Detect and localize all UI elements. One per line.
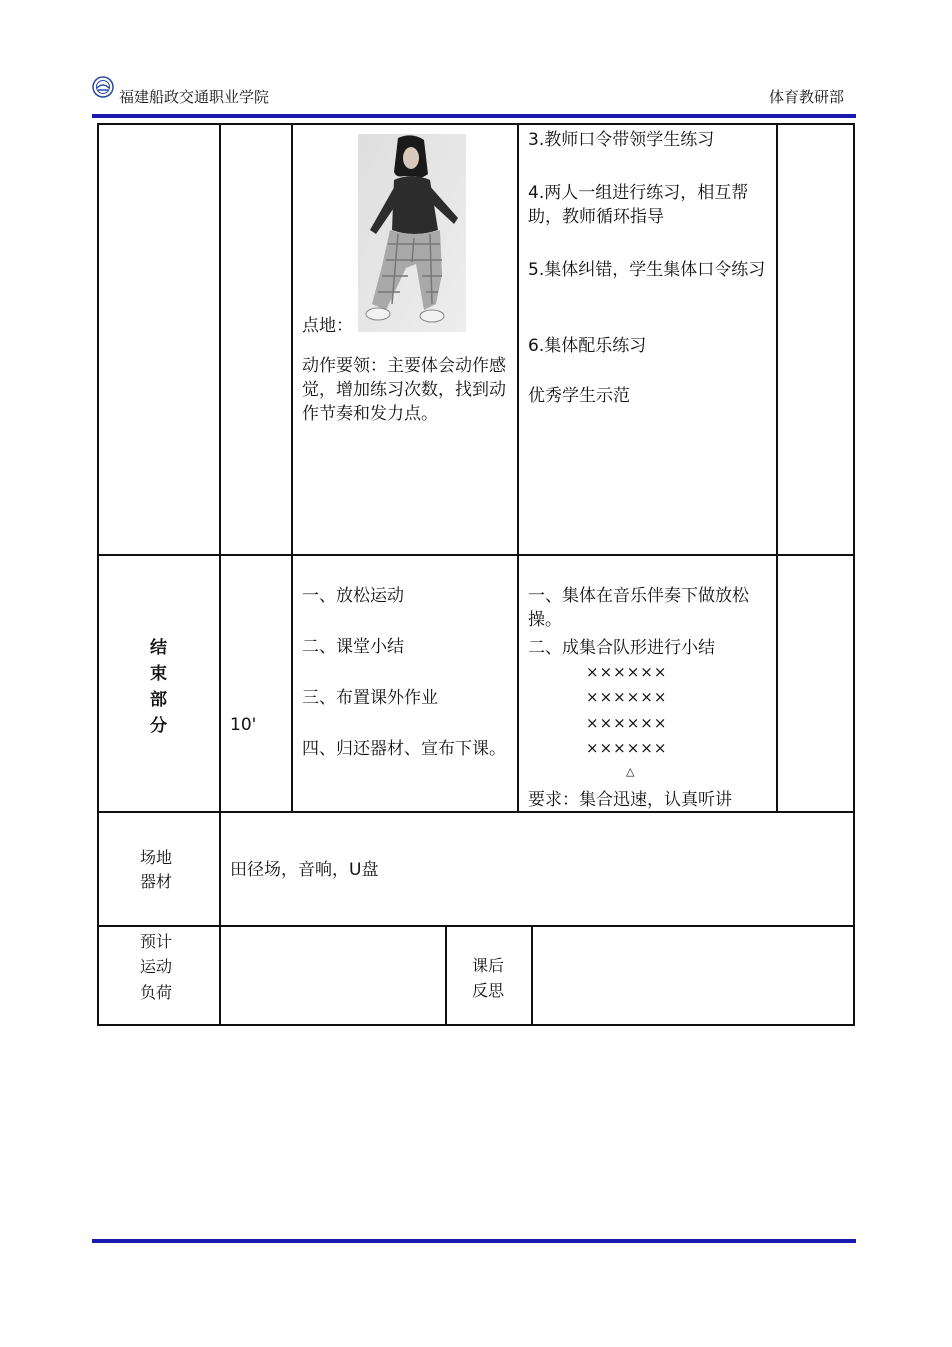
load-label-line3: 负荷: [140, 983, 173, 1002]
formation-row: ××××××: [586, 663, 668, 681]
org-step-6: 6.集体配乐练习: [528, 336, 647, 356]
content-key-points: 动作要领：主要体会动作感觉，增加练习次数，找到动作节奏和发力点。: [302, 356, 506, 424]
org-demo: 优秀学生示范: [528, 386, 630, 406]
org-step-3: 3.教师口令带领学生练习: [528, 130, 715, 150]
org-step-5: 5.集体纠错，学生集体口令练习: [528, 260, 766, 280]
org-step-4: 4.两人一组进行练习，相互帮助，教师循环指导: [528, 183, 749, 227]
content-label: 点地：: [302, 316, 353, 336]
ending-content-1: 一、放松运动: [302, 586, 404, 606]
ending-content-2: 二、课堂小结: [302, 637, 404, 657]
reflection-label-line2: 反思: [472, 981, 505, 1000]
venue-value: 田径场，音响，U盘: [230, 860, 379, 880]
ending-org-1: 一、集体在音乐伴奏下做放松操。: [528, 586, 749, 630]
venue-label-line2: 器材: [140, 872, 173, 891]
footer-rule: [92, 1239, 856, 1243]
venue-label-line1: 场地: [140, 848, 173, 867]
load-label-line2: 运动: [140, 957, 173, 976]
ending-time: 10': [230, 715, 257, 735]
load-label-line1: 预计: [140, 932, 173, 951]
ending-content-3: 三、布置课外作业: [302, 688, 438, 708]
formation-row: ××××××: [586, 688, 668, 706]
teacher-mark: △: [626, 765, 636, 778]
school-emblem-icon: [92, 76, 114, 98]
formation-row: ××××××: [586, 739, 668, 757]
page-header: [92, 74, 856, 108]
reflection-label-line1: 课后: [472, 956, 505, 975]
school-name: 福建船政交通职业学院: [119, 88, 270, 106]
formation-row: ××××××: [586, 714, 668, 732]
ending-content-4: 四、归还器材、宣布下课。: [302, 739, 506, 759]
ending-org-2: 二、成集合队形进行小结: [528, 638, 715, 658]
department-name: 体育教研部: [768, 88, 844, 106]
header-rule: [92, 114, 856, 118]
ending-requirement: 要求：集合迅速，认真听讲: [528, 790, 732, 810]
dance-pose-photo: [358, 134, 466, 332]
